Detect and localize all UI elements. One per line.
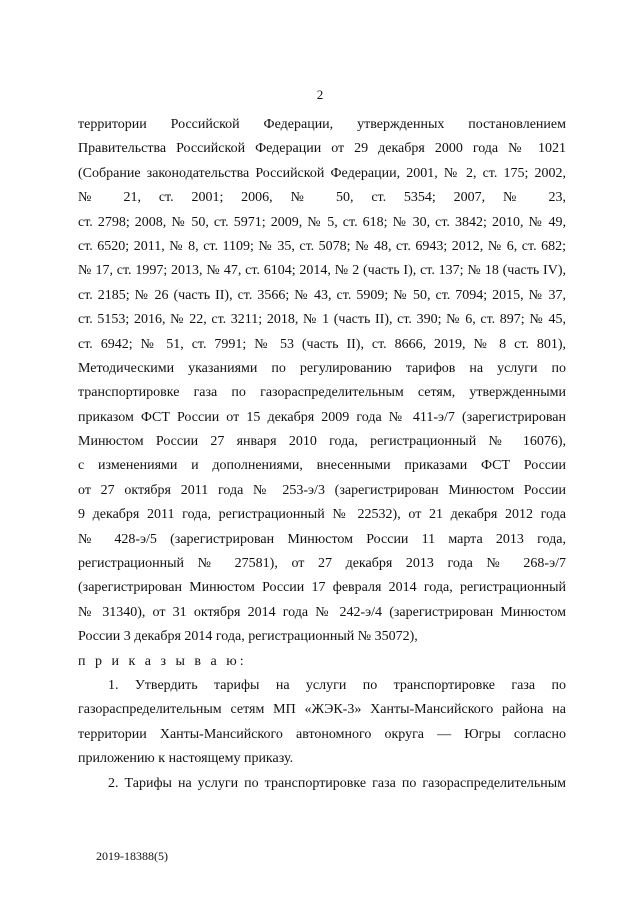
text-line: ст. 5153; 2016, № 22, ст. 3211; 2018, № 1 (часть II), ст. 390; № 6, ст. 897; № 45, (78, 312, 566, 328)
text-line: территории Российской Федерации, утвержденных постановлением (78, 117, 566, 132)
text-line: приказом ФСТ России от 15 декабря 2009 года № 411-э/7 (зарегистрирован (78, 409, 566, 425)
text-line: ст. 6942; № 51, ст. 7991; № 53 (часть II), ст. 8666, 2019, № 8 ст. 801), (78, 336, 566, 352)
item-1-paragraph (78, 674, 566, 772)
page-number: 2 (316, 87, 324, 102)
text-line: России 3 декабря 2014 года, регистрационный № 35072), (78, 629, 418, 645)
text-line: № 21, ст. 2001; 2006, № 50, ст. 5354; 2007, № 23, (78, 190, 566, 206)
text-line: ст. 2185; № 26 (часть II), ст. 3566; № 43, ст. 5909; № 50, ст. 7094; 2015, № 37, (78, 287, 566, 303)
text-line: Правительства Российской Федерации от 29 декабря 2000 года № 1021 (78, 141, 566, 157)
order-clause (78, 650, 566, 674)
legal-basis-paragraph (78, 113, 566, 650)
item-2-paragraph (78, 772, 566, 796)
text-line: № 428-э/5 (зарегистрирован Минюстом России 11 марта 2013 года, (78, 531, 566, 547)
order-word: п р и к а з ы в а ю: (78, 653, 247, 669)
text-line: 9 декабря 2011 года, регистрационный № 22532), от 21 декабря 2012 года (78, 507, 566, 523)
text-line: № 17, ст. 1997; 2013, № 47, ст. 6104; 2014, № 2 (часть I), ст. 137; № 18 (часть IV), (78, 263, 566, 279)
text-line: от 27 октября 2011 года № 253-э/3 (зарегистрирован Минюстом России (78, 482, 566, 498)
text-line: Минюстом России 27 января 2010 года, регистрационный № 16076), (78, 434, 566, 450)
text-line: ст. 2798; 2008, № 50, ст. 5971; 2009, № 5, ст. 618; № 30, ст. 3842; 2010, № 49, (78, 214, 566, 230)
text-line: территории Ханты-Мансийского автономного округа — Югры согласно (78, 726, 566, 742)
document-body (78, 113, 566, 796)
document-code: 2019-18388(5) (96, 849, 168, 863)
text-line: 2. Тарифы на услуги по транспортировке газа по газораспределительным (108, 775, 566, 791)
text-line: приложению к настоящему приказу. (78, 751, 294, 767)
text-line: Методическими указаниями по регулированию тарифов на услуги по (78, 360, 566, 376)
text-line: ст. 6520; 2011, № 8, ст. 1109; № 35, ст. 5078; № 48, ст. 6943; 2012, № 6, ст. 682; (78, 238, 566, 254)
text-line: транспортировке газа по газораспределительным сетям, утвержденными (78, 385, 566, 401)
text-line: регистрационный № 27581), от 27 декабря 2013 года № 268-э/7 (78, 556, 566, 572)
text-line: (Собрание законодательства Российской Федерации, 2001, № 2, ст. 175; 2002, (78, 165, 566, 181)
text-line: газораспределительным сетям МП «ЖЭК-3» Ханты-Мансийского района на (78, 702, 566, 718)
text-line: 1. Утвердить тарифы на услуги по транспортировке газа по (108, 677, 566, 693)
text-line: с изменениями и дополнениями, внесенными приказами ФСТ России (78, 458, 566, 474)
text-line: (зарегистрирован Минюстом России 17 февраля 2014 года, регистрационный (78, 580, 566, 596)
text-line: № 31340), от 31 октября 2014 года № 242-э/4 (зарегистрирован Минюстом (78, 604, 566, 620)
